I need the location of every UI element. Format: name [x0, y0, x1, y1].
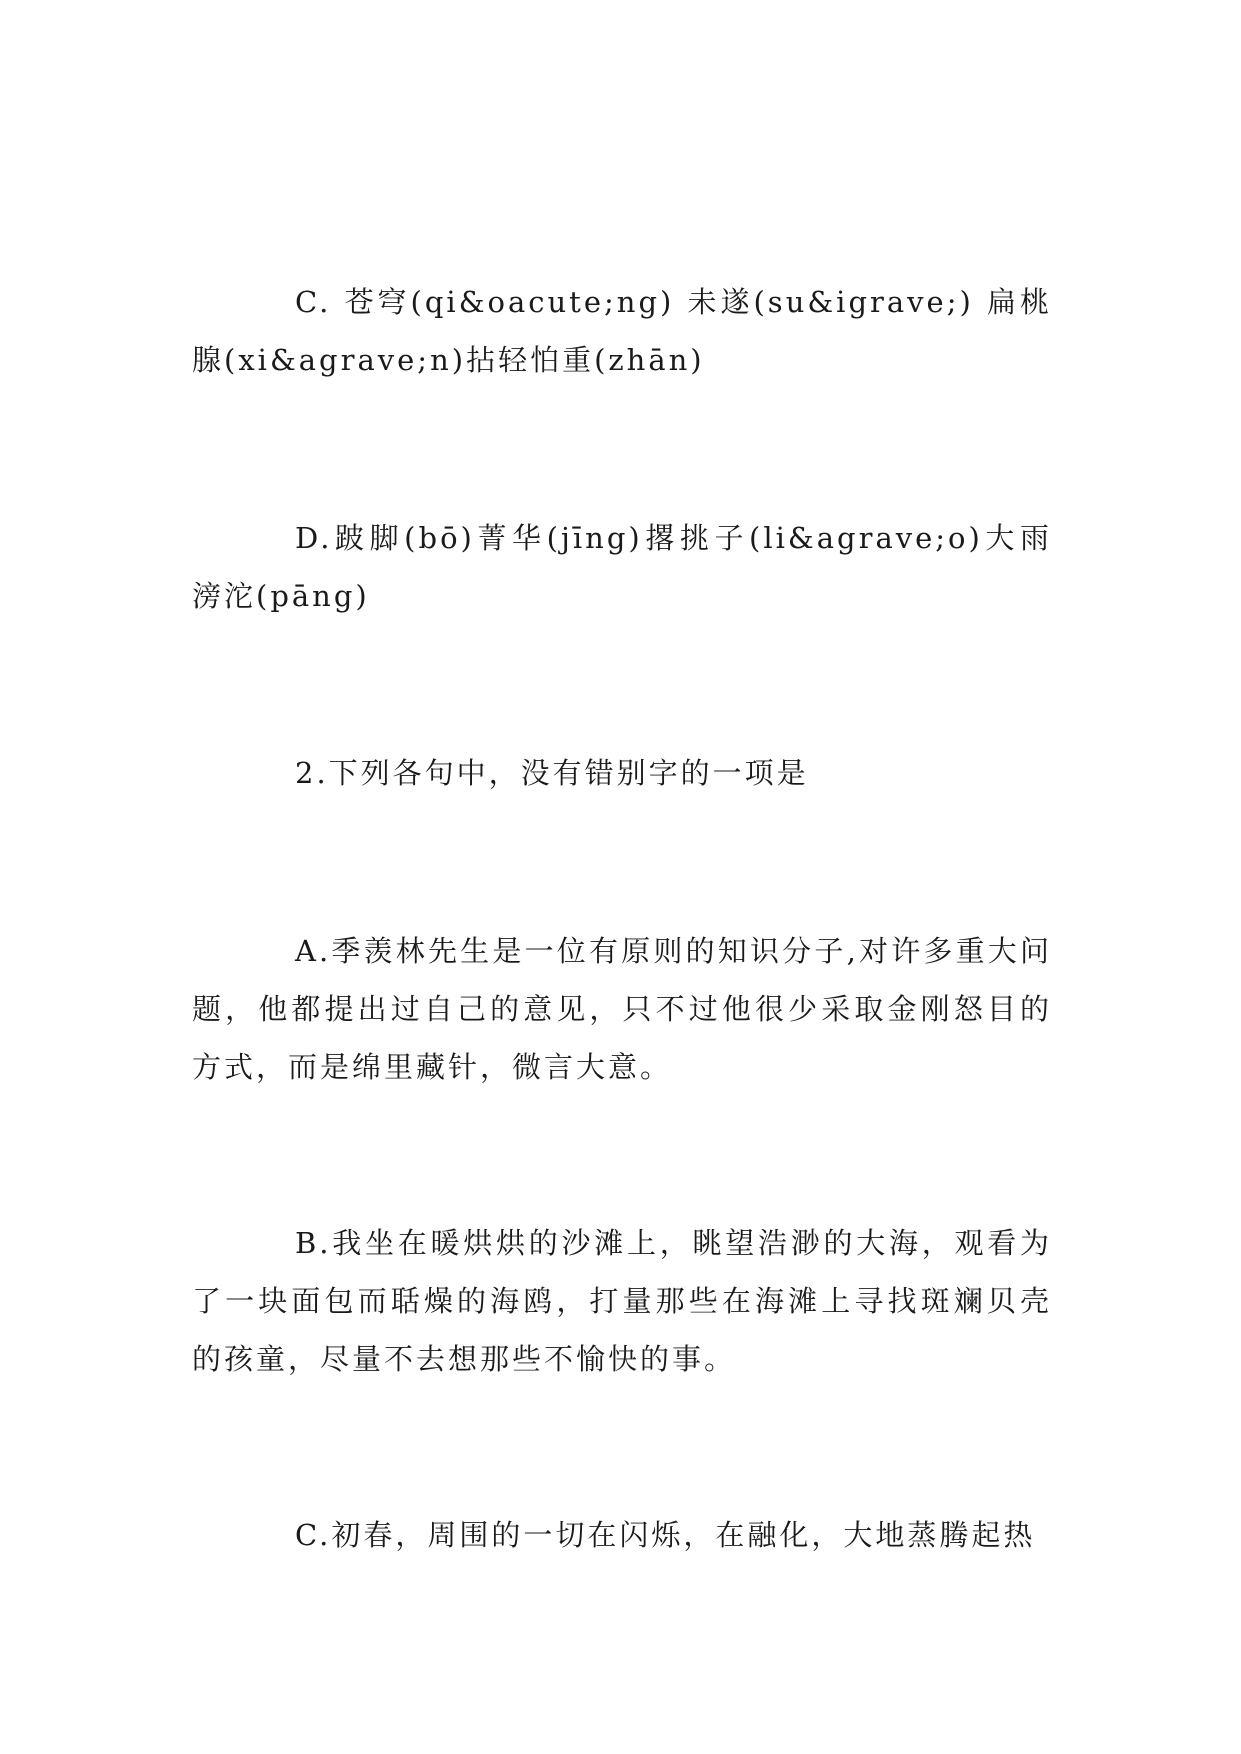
option-a-paragraph: A.季羡林先生是一位有原则的知识分子,对许多重大问题，他都提出过自己的意见，只不过他很少采取金刚怒目的方式，而是绵里藏针，微言大意。 — [192, 934, 1052, 1084]
option-b-paragraph: B.我坐在暖烘烘的沙滩上，眺望浩渺的大海，观看为了一块面包而聒燥的海鸥，打量那些在海滩上寻找斑斓贝壳的孩童，尽量不去想那些不愉快的事。 — [192, 1226, 1052, 1376]
question-2-prompt: 2.下列各句中，没有错别字的一项是 — [295, 756, 809, 790]
option-d-pinyin-paragraph: D.跛脚(bō)菁华(jīng)撂挑子(li&agrave;o)大雨滂沱(pāng) — [192, 521, 1052, 613]
option-c-paragraph: C.初春，周围的一切在闪烁，在融化，大地蒸腾起热 — [295, 1518, 1036, 1552]
option-c-pinyin-paragraph: C. 苍穹(qi&oacute;ng) 未遂(su&igrave;) 扁桃腺(xi&agrave;n)拈轻怕重(zhān) — [192, 285, 1052, 377]
